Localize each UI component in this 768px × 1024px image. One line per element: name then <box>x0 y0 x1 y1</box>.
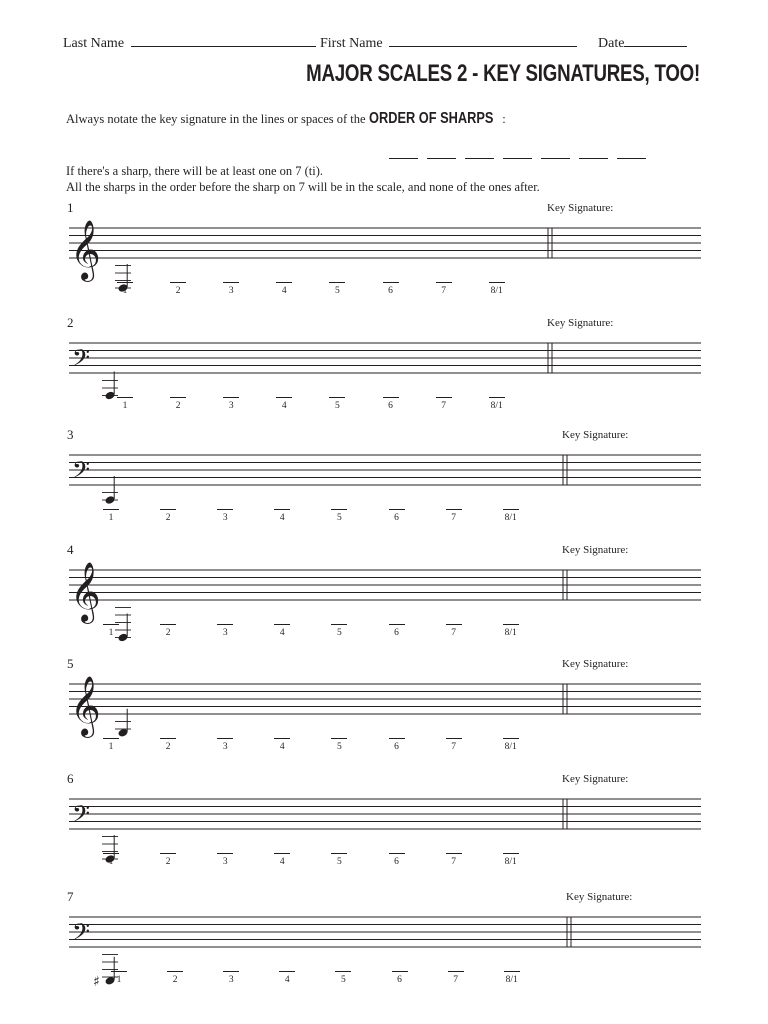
scale-degree-blank[interactable] <box>331 738 347 739</box>
date-blank[interactable] <box>624 34 687 47</box>
scale-degree-label: 8/1 <box>504 513 517 523</box>
scale-degree-label: 3 <box>228 975 234 985</box>
first-name-blank[interactable] <box>389 34 577 47</box>
scale-degree-blank[interactable] <box>223 282 239 283</box>
rule-line-1: If there's a sharp, there will be at least one on 7 (ti). <box>66 164 324 178</box>
instruction-text: Always notate the key signature in the lines or spaces of the <box>66 112 366 126</box>
scale-degree-blank[interactable] <box>274 624 290 625</box>
scale-degree-blank[interactable] <box>223 397 239 398</box>
scale-degree-label: 1 <box>108 628 114 638</box>
scale-degree-label: 4 <box>281 401 287 411</box>
scale-degree-label: 1 <box>116 975 122 985</box>
scale-degree-label: 8/1 <box>505 975 518 985</box>
scale-degree-label: 2 <box>165 857 171 867</box>
scale-degree-blank[interactable] <box>103 624 119 625</box>
scale-degree-label: 5 <box>337 857 342 867</box>
scale-degree-label: 3 <box>222 857 228 867</box>
scale-degree-label: 2 <box>175 286 181 296</box>
scale-degree-blank[interactable] <box>329 397 345 398</box>
scale-degree-label: 4 <box>279 513 285 523</box>
scale-degree-blank[interactable] <box>329 282 345 283</box>
scale-degree-label: 7 <box>453 975 458 985</box>
scale-degree-label: 6 <box>388 286 393 296</box>
order-of-sharps-blank[interactable] <box>579 158 608 159</box>
key-signature-area[interactable] <box>555 228 701 258</box>
treble-clef-icon: 𝄞 <box>70 220 101 280</box>
scale-degree-blank[interactable] <box>446 624 462 625</box>
exercise-4 <box>0 542 768 662</box>
scale-degree-label: 8/1 <box>504 742 517 752</box>
scale-degree-label: 3 <box>228 401 234 411</box>
scale-degree-label: 6 <box>394 513 399 523</box>
scale-degree-blank[interactable] <box>503 738 519 739</box>
scale-degree-label: 1 <box>108 857 114 867</box>
key-signature-label: Key Signature: <box>566 891 633 903</box>
scale-degree-blank[interactable] <box>503 853 519 854</box>
scale-degree-blank[interactable] <box>276 282 292 283</box>
key-signature-label: Key Signature: <box>547 317 614 329</box>
scale-degree-label: 4 <box>284 975 290 985</box>
scale-degree-blank[interactable] <box>217 738 233 739</box>
scale-degree-label: 1 <box>108 513 114 523</box>
key-signature-area[interactable] <box>555 343 701 373</box>
scale-degree-blank[interactable] <box>117 397 133 398</box>
exercise-number: 3 <box>67 427 74 442</box>
scale-degree-blank[interactable] <box>389 853 405 854</box>
scale-degree-label: 1 <box>122 286 128 296</box>
scale-degree-blank[interactable] <box>103 853 119 854</box>
scale-degree-label: 7 <box>441 286 446 296</box>
scale-degree-blank[interactable] <box>103 738 119 739</box>
scale-degree-label: 8/1 <box>504 628 517 638</box>
key-signature-area[interactable] <box>570 455 701 485</box>
exercise-number: 7 <box>67 889 74 904</box>
exercise-5 <box>0 656 768 776</box>
scale-degree-blank[interactable] <box>446 853 462 854</box>
scale-degree-label: 2 <box>165 513 171 523</box>
scale-degree-blank[interactable] <box>274 509 290 510</box>
key-signature-label: Key Signature: <box>562 658 629 670</box>
scale-degree-blank[interactable] <box>389 509 405 510</box>
scale-degree-label: 6 <box>388 401 393 411</box>
scale-degree-blank[interactable] <box>504 971 520 972</box>
exercise-number: 1 <box>67 200 74 215</box>
scale-degree-blank[interactable] <box>392 971 408 972</box>
scale-degree-blank[interactable] <box>160 853 176 854</box>
staff <box>0 656 768 736</box>
scale-degree-blank[interactable] <box>217 509 233 510</box>
scale-degree-blank[interactable] <box>383 282 399 283</box>
scale-degree-label: 2 <box>165 742 171 752</box>
key-signature-area[interactable] <box>574 917 701 947</box>
scale-degree-label: 7 <box>441 401 446 411</box>
scale-degree-blank[interactable] <box>436 282 452 283</box>
last-name-field[interactable] <box>63 34 316 52</box>
scale-degree-label: 7 <box>451 857 456 867</box>
scale-degree-blank[interactable] <box>223 971 239 972</box>
exercise-1 <box>0 200 768 320</box>
first-name-field[interactable] <box>320 34 577 52</box>
order-of-sharps-blank[interactable] <box>389 158 418 159</box>
scale-degree-label: 6 <box>394 857 399 867</box>
sharp-icon: ♯ <box>93 973 100 990</box>
scale-degree-blank[interactable] <box>335 971 351 972</box>
exercise-number: 2 <box>67 315 74 330</box>
date-field[interactable] <box>598 34 687 52</box>
staff <box>0 200 768 280</box>
rule-line-2: All the sharps in the order before the sharp on 7 will be in the scale, and none of the ones after. <box>66 180 540 194</box>
order-of-sharps-blank[interactable] <box>541 158 570 159</box>
treble-clef-icon: 𝄞 <box>70 676 101 736</box>
scale-degree-label: 4 <box>279 628 285 638</box>
scale-degree-label: 2 <box>172 975 178 985</box>
scale-degree-blank[interactable] <box>503 509 519 510</box>
order-of-sharps-blank[interactable] <box>503 158 532 159</box>
scale-degree-label: 5 <box>335 401 340 411</box>
scale-degree-blank[interactable] <box>331 509 347 510</box>
scale-degree-label: 6 <box>394 628 399 638</box>
exercise-6 <box>0 771 768 891</box>
scale-degree-blank[interactable] <box>170 282 186 283</box>
scale-degree-blank[interactable] <box>276 397 292 398</box>
scale-degree-label: 7 <box>451 628 456 638</box>
scale-degree-blank[interactable] <box>160 624 176 625</box>
key-signature-area[interactable] <box>570 570 701 600</box>
scale-degree-blank[interactable] <box>331 624 347 625</box>
scale-degree-blank[interactable] <box>274 738 290 739</box>
key-signature-label: Key Signature: <box>562 429 629 441</box>
staff <box>0 427 768 507</box>
scale-degree-blank[interactable] <box>503 624 519 625</box>
scale-degree-blank[interactable] <box>489 397 505 398</box>
scale-degree-label: 3 <box>228 286 234 296</box>
instruction-colon: : <box>502 112 506 126</box>
scale-degree-label: 7 <box>451 742 456 752</box>
scale-degree-blank[interactable] <box>167 971 183 972</box>
key-signature-label: Key Signature: <box>562 544 629 556</box>
scale-degree-label: 4 <box>281 286 287 296</box>
scale-degree-blank[interactable] <box>117 282 133 283</box>
scale-degree-blank[interactable] <box>446 738 462 739</box>
scale-degree-label: 5 <box>337 742 342 752</box>
staff <box>0 315 768 395</box>
scale-degree-blank[interactable] <box>160 738 176 739</box>
date-label: Date <box>598 36 625 51</box>
staff <box>0 542 768 622</box>
page-title: MAJOR SCALES 2 - KEY SIGNATURES, TOO! <box>306 60 700 87</box>
scale-degree-blank[interactable] <box>448 971 464 972</box>
scale-degree-blank[interactable] <box>274 853 290 854</box>
exercise-number: 4 <box>67 542 74 557</box>
scale-degree-label: 5 <box>337 628 342 638</box>
scale-degree-label: 6 <box>397 975 402 985</box>
last-name-label: Last Name <box>63 36 125 51</box>
last-name-blank[interactable] <box>131 34 316 47</box>
exercise-number: 5 <box>67 656 74 671</box>
scale-degree-label: 4 <box>279 857 285 867</box>
exercise-7 <box>0 889 768 1009</box>
scale-degree-label: 1 <box>108 742 114 752</box>
scale-degree-label: 3 <box>222 513 228 523</box>
treble-clef-icon: 𝄞 <box>70 562 101 622</box>
scale-degree-label: 8/1 <box>490 286 503 296</box>
staff <box>0 771 768 851</box>
scale-degree-label: 8/1 <box>504 857 517 867</box>
bass-clef-icon: 𝄢 <box>72 918 91 951</box>
exercise-number: 6 <box>67 771 74 786</box>
scale-degree-label: 8/1 <box>490 401 503 411</box>
scale-degree-blank[interactable] <box>446 509 462 510</box>
scale-degree-label: 4 <box>279 742 285 752</box>
key-signature-label: Key Signature: <box>547 202 614 214</box>
scale-degree-label: 3 <box>222 628 228 638</box>
scale-degree-label: 1 <box>122 401 128 411</box>
scale-degree-label: 7 <box>451 513 456 523</box>
scale-degree-blank[interactable] <box>436 397 452 398</box>
scale-degree-blank[interactable] <box>389 738 405 739</box>
scale-degree-blank[interactable] <box>170 397 186 398</box>
scale-degree-label: 5 <box>337 513 342 523</box>
key-signature-instruction <box>66 110 506 128</box>
key-signature-area[interactable] <box>570 799 701 829</box>
scale-degree-blank[interactable] <box>217 853 233 854</box>
scale-degree-blank[interactable] <box>331 853 347 854</box>
first-name-label: First Name <box>320 36 383 51</box>
scale-degree-blank[interactable] <box>160 509 176 510</box>
scale-degree-label: 5 <box>335 286 340 296</box>
scale-degree-blank[interactable] <box>489 282 505 283</box>
order-of-sharps-label: ORDER OF SHARPS <box>368 110 494 127</box>
bass-clef-icon: 𝄢 <box>72 344 91 377</box>
scale-degree-blank[interactable] <box>217 624 233 625</box>
scale-degree-label: 5 <box>341 975 346 985</box>
scale-degree-label: 6 <box>394 742 399 752</box>
scale-degree-blank[interactable] <box>389 624 405 625</box>
bass-clef-icon: 𝄢 <box>72 456 91 489</box>
key-signature-label: Key Signature: <box>562 773 629 785</box>
exercise-2 <box>0 315 768 435</box>
order-of-sharps-blank[interactable] <box>617 158 646 159</box>
scale-degree-label: 3 <box>222 742 228 752</box>
scale-degree-blank[interactable] <box>103 509 119 510</box>
order-of-sharps-blank[interactable] <box>427 158 456 159</box>
order-of-sharps-blank[interactable] <box>465 158 494 159</box>
bass-clef-icon: 𝄢 <box>72 800 91 833</box>
key-signature-area[interactable] <box>570 684 701 714</box>
scale-degree-label: 2 <box>165 628 171 638</box>
exercise-3 <box>0 427 768 547</box>
scale-degree-blank[interactable] <box>111 971 127 972</box>
scale-degree-label: 2 <box>175 401 181 411</box>
scale-degree-blank[interactable] <box>279 971 295 972</box>
scale-degree-blank[interactable] <box>383 397 399 398</box>
